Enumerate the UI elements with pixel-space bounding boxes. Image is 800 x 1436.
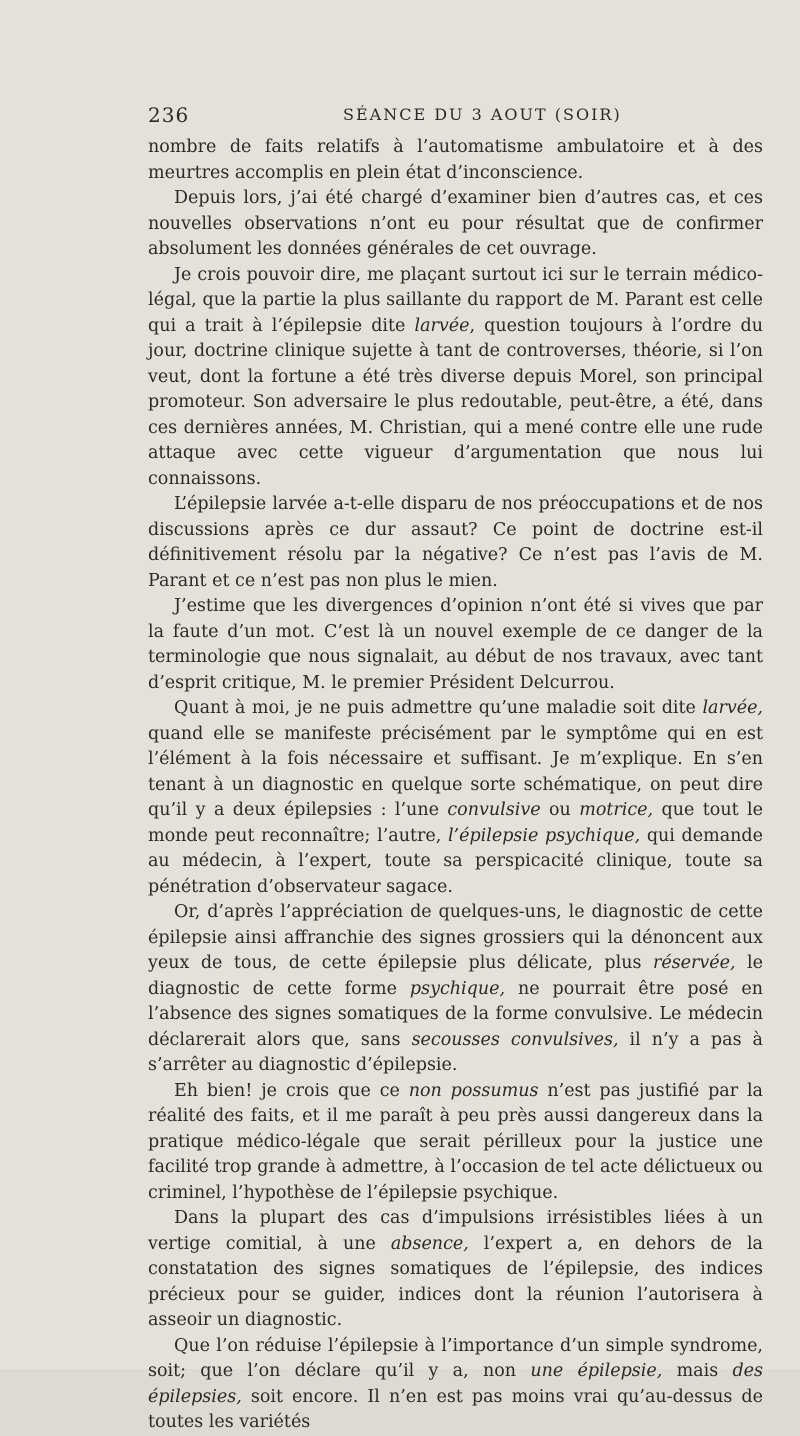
paragraph-8: Eh bien! je crois que ce non possumus n’est pas justifié par la réalité des faits, et il me paraît à peu près aussi dangereux dans la pratique médico-légale que serait périlleux pour la justice une facilité trop grande à admettre, à l’occasion de tel acte délictueux ou criminel, l’hypothèse de l’épilepsie psychique.: [148, 1080, 763, 1203]
page-number: 236: [148, 103, 190, 127]
paragraph-3: Je crois pouvoir dire, me plaçant surtout ici sur le terrain médico-légal, que la partie la plus saillante du rapport de M. Parant est celle qui a trait à l’épilepsie dite larvée, question toujours à l’ordre du jour, doctrine clinique sujette à tant de controverses, théorie, si l’on veut, dont la fortune a été très diverse depuis Morel, son principal promoteur. Son adversaire le plus redoutable, peut-être, a été, dans ces dernières années, M. Christian, qui a mené contre elle une rude attaque avec cette vigueur d’argumentation que nous lui connaissons.: [148, 264, 764, 489]
page-header: [148, 103, 763, 129]
italic-term: l’épilepsie psychique,: [447, 825, 641, 846]
italic-term: secousses convulsives,: [411, 1029, 619, 1050]
italic-term: psychique,: [409, 978, 506, 999]
italic-term: absence,: [390, 1233, 469, 1254]
paragraph-5: J’estime que les divergences d’opinion n’ont été si vives que par la faute d’un mot. C’est là un nouvel exemple de ce danger de la terminologie que nous signalait, au début de nos travaux, avec tant d’esprit critique, M. le premier Président Delcurrou.: [148, 596, 763, 693]
paragraph-10: Que l’on réduise l’épilepsie à l’importance d’un simple syndrome, soit; que l’on déclare qu’il y a, non une épilepsie, mais des épilepsies, soit encore. Il n’en est pas moins vrai qu’au-dessus de toutes les variétés: [148, 1335, 763, 1432]
italic-term: larvée,: [702, 698, 763, 718]
italic-term: motrice,: [579, 800, 654, 820]
italic-term: des épilepsies,: [148, 1361, 763, 1407]
running-head: SÉANCE DU 3 AOUT (SOIR): [343, 105, 622, 124]
italic-term: larvée: [414, 315, 470, 336]
italic-term: non possumus: [408, 1080, 539, 1101]
italic-term: convulsive: [447, 800, 541, 820]
body-text: [148, 135, 763, 1436]
paragraph-6: Quant à moi, je ne puis admettre qu’une maladie soit dite larvée, quand elle se manifeste précisément par le symptôme qui en est l’élément à la fois nécessaire et suffisant. Je m’explique. En s’en tenant à un diagnostic en quelque sorte schématique, on peut dire qu’il y a deux épilepsies : l’une convulsive ou motrice, que tout le monde peut reconnaître; l’autre, l’épilepsie psychique, qui demande au médecin, à l’expert, toute sa perspicacité clinique, toute sa pénétration d’observateur sagace.: [148, 698, 763, 897]
italic-term: réservée,: [652, 953, 736, 973]
paragraph-4: L’épilepsie larvée a-t-elle disparu de nos préoccupations et de nos discussions après ce dur assaut? Ce point de doctrine est-il définitivement résolu par la négative? Ce n’est pas l’avis de M. Parant et ce n’est pas non plus le mien.: [148, 494, 763, 591]
paragraph-1: nombre de faits relatifs à l’automatisme ambulatoire et à des meurtres accomplis en plein état d’inconscience.: [148, 137, 763, 183]
paragraph-2: Depuis lors, j’ai été chargé d’examiner bien d’autres cas, et ces nouvelles observations n’ont eu pour résultat que de confirmer absolument les données générales de cet ouvrage.: [148, 188, 763, 259]
paragraph-9: Dans la plupart des cas d’impulsions irrésistibles liées à un vertige comitial, à une absence, l’expert a, en dehors de la constatation des signes somatiques de l’épilepsie, des indices précieux pour se guider, indices dont la réunion l’autorisera à asseoir un diagnostic.: [148, 1208, 763, 1330]
paragraph-7: Or, d’après l’appréciation de quelques-uns, le diagnostic de cette épilepsie ainsi affranchie des signes grossiers qui la dénoncent aux yeux de tous, de cette épilepsie plus délicate, plus réservée, le diagnostic de cette forme psychique, ne pourrait être posé en l’absence des signes somatiques de la forme convulsive. Le médecin déclarerait alors que, sans secousses convulsives, il n’y a pas à s’arrêter au diagnostic d’épilepsie.: [148, 902, 764, 1075]
italic-term: une épilepsie,: [530, 1361, 663, 1381]
